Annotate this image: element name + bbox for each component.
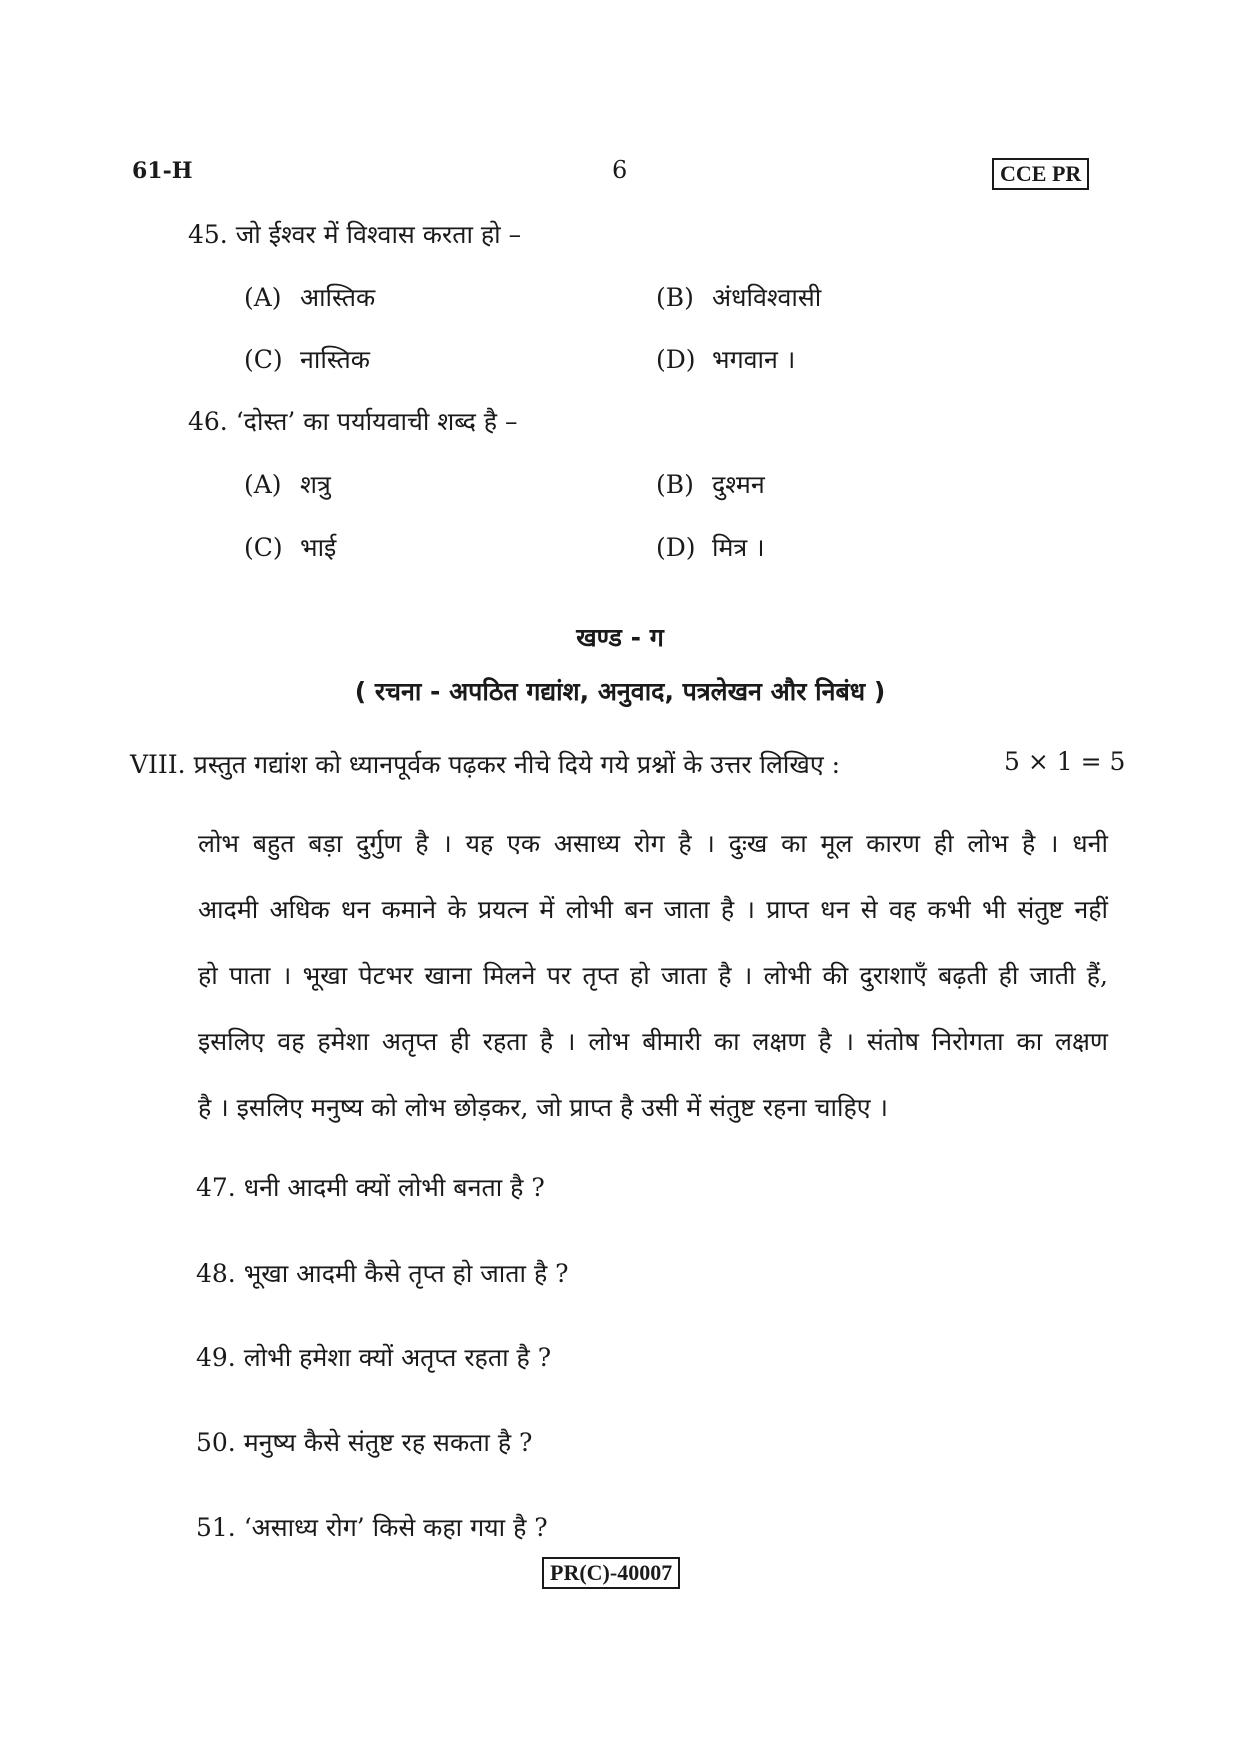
option-text: अंधविश्वासी [712,283,822,312]
option-label: (B) [656,283,694,312]
option-label: (C) [244,533,283,562]
marks-distribution: 5 × 1 = 5 [1004,747,1126,776]
question-number: 49. [196,1343,236,1372]
question-text: मनुष्य कैसे संतुष्ट रह सकता है ? [243,1428,533,1457]
question-number: 51. [196,1513,236,1542]
paper-code: 61-H [132,158,193,184]
question-47 [196,1170,545,1204]
option-text: भाई [300,533,337,562]
page-number: 6 [612,156,628,184]
option-45-b [656,280,821,314]
question-text: लोभी हमेशा क्यों अतृप्त रहता है ? [243,1343,552,1372]
question-51 [196,1510,548,1544]
question-45 [188,217,521,251]
option-label: (D) [656,533,696,562]
question-number: 50. [196,1428,236,1457]
footer-paper-code: PR(C)-40007 [542,1557,680,1589]
question-text: धनी आदमी क्यों लोभी बनता है ? [243,1173,545,1202]
question-text: भूखा आदमी कैसे तृप्त हो जाता है ? [243,1259,569,1288]
instruction-text: प्रस्तुत गद्यांश को ध्यानपूर्वक पढ़कर नीचे दिये गये प्रश्नों के उत्तर लिखिए : [193,750,841,779]
option-text: मित्र । [712,533,765,562]
passage-line: हो पाता । भूखा पेटभर खाना मिलने पर तृप्त हो जाता है । लोभी की दुराशाएँ बढ़ती ही जाती हैं, [198,961,1108,990]
question-text: ‘असाध्य रोग’ किसे कहा गया है ? [243,1513,548,1542]
option-label: (B) [656,470,694,499]
option-label: (D) [656,345,696,374]
option-46-c [244,530,336,564]
option-45-d [656,342,795,376]
option-46-d [656,530,765,564]
question-number: 48. [196,1259,236,1288]
instruction-roman-number: VIII. [130,750,186,779]
option-text: भगवान । [712,345,796,374]
question-49 [196,1340,551,1374]
paper-series-badge: CCE PR [992,158,1089,190]
option-text: नास्तिक [300,345,371,374]
passage-line: लोभ बहुत बड़ा दुर्गुण है । यह एक असाध्य रोग है । दुःख का मूल कारण ही लोभ है । धनी [198,829,1108,858]
option-label: (C) [244,345,283,374]
section-title: खण्ड - ग [576,623,664,652]
passage-line: आदमी अधिक धन कमाने के प्रयत्न में लोभी बन जाता है । प्राप्त धन से वह कभी भी संतुष्ट नहीं [198,895,1108,924]
option-text: शत्रु [300,470,331,499]
passage-line: इसलिए वह हमेशा अतृप्त ही रहता है । लोभ बीमारी का लक्षण है । संतोष निरोगता का लक्षण [198,1027,1108,1056]
option-45-a [244,280,375,314]
option-label: (A) [244,470,282,499]
option-46-a [244,467,331,501]
option-46-b [656,467,765,501]
question-46 [188,404,518,438]
question-text: जो ईश्वर में विश्वास करता हो – [235,220,522,249]
option-label: (A) [244,283,282,312]
option-45-c [244,342,370,376]
section-subtitle: ( रचना - अपठित गद्यांश, अनुवाद, पत्रलेखन और निबंध ) [354,677,886,706]
instruction [130,747,1110,781]
passage-line: है । इसलिए मनुष्य को लोभ छोड़कर, जो प्राप्त है उसी में संतुष्ट रहना चाहिए । [198,1093,888,1122]
question-48 [196,1256,569,1290]
question-number: 47. [196,1173,236,1202]
question-number: 45. [188,220,228,249]
option-text: आस्तिक [300,283,376,312]
option-text: दुश्मन [712,470,765,499]
question-text: ‘दोस्त’ का पर्यायवाची शब्द है – [235,407,518,436]
question-number: 46. [188,407,228,436]
question-50 [196,1425,532,1459]
